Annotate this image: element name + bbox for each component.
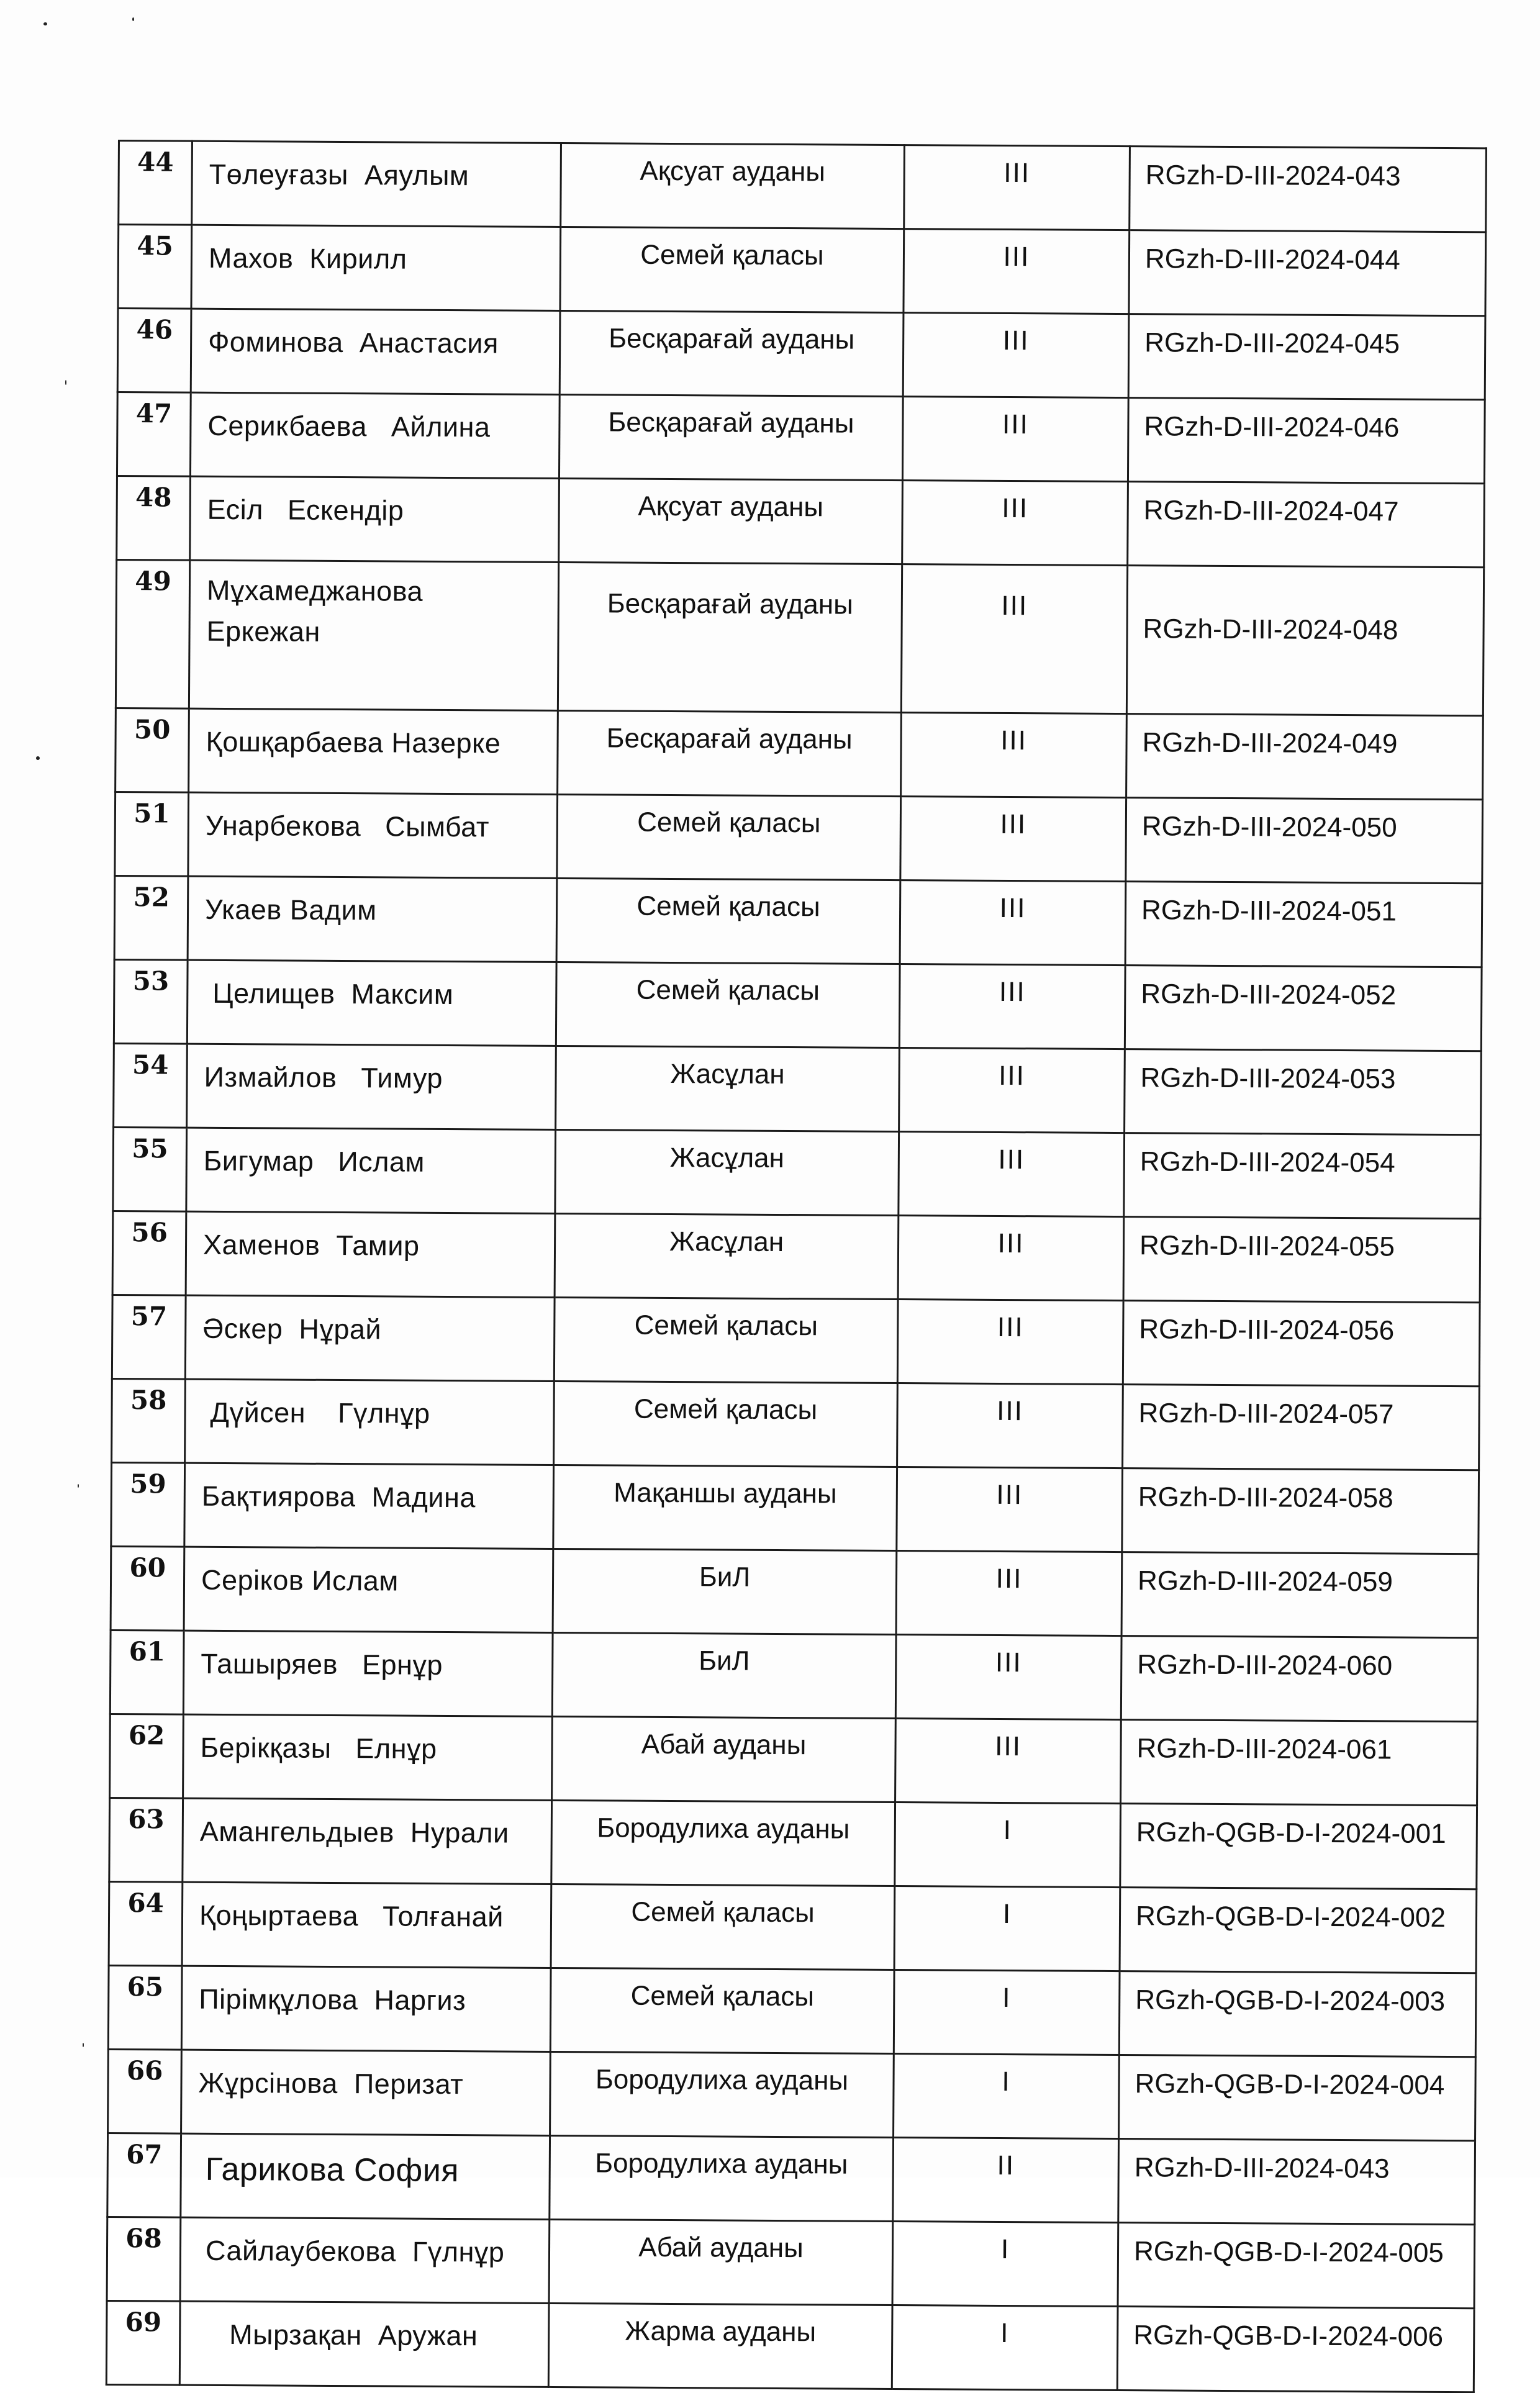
certificate-code: RGzh-D-III-2024-046 <box>1128 398 1485 484</box>
row-number: 68 <box>107 2217 181 2301</box>
participant-name: Әскер Нұрай <box>185 1295 555 1381</box>
certificate-code: RGzh-D-III-2024-056 <box>1123 1301 1480 1386</box>
table-row <box>106 2300 1474 2392</box>
certificate-code: RGzh-D-III-2024-043 <box>1130 147 1487 232</box>
degree: III <box>903 313 1129 398</box>
degree: III <box>899 964 1125 1049</box>
table-row <box>112 1295 1480 1386</box>
participant-name: Пірімқұлова Наргиз <box>181 1966 551 2051</box>
participant-name: Амангельдыев Нурали <box>183 1798 552 1884</box>
row-number: 61 <box>110 1630 184 1714</box>
degree: III <box>897 1383 1123 1468</box>
participant-name: Укаев Вадим <box>188 876 557 962</box>
degree: I <box>894 1970 1120 2055</box>
certificate-code: RGzh-D-III-2024-048 <box>1126 566 1483 716</box>
table-row <box>117 392 1485 484</box>
degree: III <box>898 1216 1124 1301</box>
participant-name: Хаменов Тамир <box>186 1211 555 1297</box>
row-number: 49 <box>116 559 189 708</box>
participant-name: Серіков Ислам <box>184 1547 553 1632</box>
row-number: 51 <box>115 792 189 876</box>
degree: III <box>895 1635 1121 1720</box>
degree: I <box>895 1803 1121 1888</box>
table-row <box>116 708 1483 799</box>
degree: III <box>902 397 1128 482</box>
participant-name: Бигумар Ислам <box>186 1128 556 1213</box>
certificate-code: RGzh-D-III-2024-052 <box>1125 966 1482 1051</box>
degree: III <box>901 564 1127 714</box>
degree: III <box>895 1719 1121 1804</box>
district: Семей қаласы <box>556 962 900 1047</box>
participant-name: Төлеуғазы Аяулым <box>192 141 561 227</box>
row-number: 46 <box>117 309 191 393</box>
certificate-code: RGzh-QGB-D-I-2024-001 <box>1120 1804 1477 1889</box>
table-row <box>111 1462 1479 1554</box>
table-row <box>110 1714 1478 1805</box>
certificate-code: RGzh-D-III-2024-053 <box>1125 1049 1482 1135</box>
certificate-code: RGzh-QGB-D-I-2024-002 <box>1120 1888 1477 1973</box>
district: Бесқарағай ауданы <box>559 310 904 396</box>
district: Бородулиха ауданы <box>550 2051 894 2137</box>
table-row <box>117 309 1485 400</box>
scan-speck <box>132 17 134 21</box>
participant-name: Махов Кирилл <box>191 225 561 310</box>
row-number: 60 <box>111 1546 184 1631</box>
scan-speck <box>65 380 66 385</box>
participant-name: Фоминова Анастасия <box>191 309 560 394</box>
degree: I <box>892 2222 1118 2307</box>
table-row <box>109 1798 1477 1889</box>
participant-name: Измайлов Тимур <box>187 1044 556 1129</box>
table-row <box>111 1546 1479 1637</box>
participant-name: Серикбаева Айлина <box>190 392 559 478</box>
table-row <box>115 792 1483 883</box>
degree: I <box>892 2305 1118 2391</box>
participant-name: Есіл Ескендір <box>190 476 559 562</box>
certificate-code: RGzh-D-III-2024-050 <box>1126 798 1483 884</box>
district: Бесқарағай ауданы <box>559 394 903 480</box>
district: Семей қаласы <box>554 1381 898 1467</box>
table-row <box>117 476 1485 567</box>
district: БиЛ <box>553 1549 897 1634</box>
table-row <box>113 1127 1481 1218</box>
degree: II <box>893 2138 1119 2223</box>
row-number: 59 <box>111 1462 185 1547</box>
participant-name: Унарбекова Сымбат <box>188 792 558 878</box>
row-number: 58 <box>112 1378 186 1463</box>
degree: III <box>904 145 1130 230</box>
row-number: 54 <box>114 1043 188 1128</box>
degree: III <box>900 880 1126 966</box>
participant-name: Мырзақан Аружан <box>179 2301 549 2387</box>
table-row <box>109 1881 1477 1973</box>
degree: III <box>897 1300 1123 1385</box>
district: Семей қаласы <box>550 1968 894 2053</box>
table-row <box>116 559 1483 715</box>
participant-name: Гарикова София <box>181 2133 550 2219</box>
district: Абай ауданы <box>549 2219 893 2305</box>
participant-name: Бақтиярова Мадина <box>184 1463 554 1549</box>
district: БиЛ <box>552 1632 896 1718</box>
degree: III <box>896 1551 1122 1636</box>
table-row <box>107 2217 1475 2308</box>
district: Семей қаласы <box>551 1884 895 1970</box>
participant-name: Берікқазы Елнұр <box>183 1714 553 1800</box>
row-number: 52 <box>114 875 188 960</box>
certificate-code: RGzh-D-III-2024-045 <box>1128 314 1485 400</box>
participant-name: Қошқарбаева Назерке <box>189 708 558 794</box>
certificate-code: RGzh-QGB-D-I-2024-004 <box>1119 2055 1476 2141</box>
table-row <box>119 141 1487 232</box>
district: Ақсуат ауданы <box>559 478 903 564</box>
row-number: 65 <box>108 1965 182 2050</box>
certificate-code: RGzh-D-III-2024-060 <box>1121 1636 1478 1722</box>
row-number: 45 <box>118 225 192 309</box>
row-number: 63 <box>109 1798 183 1882</box>
row-number: 55 <box>113 1127 187 1211</box>
table-row <box>112 1211 1480 1302</box>
table-row <box>110 1630 1478 1721</box>
participant-name: Целищев Максим <box>187 960 556 1046</box>
row-number: 69 <box>106 2300 180 2385</box>
row-number: 47 <box>117 392 191 477</box>
district: Бесқарағай ауданы <box>558 710 902 796</box>
certificate-code: RGzh-D-III-2024-058 <box>1122 1468 1479 1554</box>
row-number: 48 <box>117 476 191 560</box>
district: Бородулиха ауданы <box>550 2135 894 2221</box>
row-number: 56 <box>112 1211 186 1295</box>
table-row <box>112 1378 1480 1470</box>
district: Бесқарағай ауданы <box>558 562 902 712</box>
degree: I <box>894 2054 1120 2139</box>
district: Жасұлан <box>555 1213 899 1299</box>
row-number: 67 <box>107 2133 181 2217</box>
certificate-code: RGzh-D-III-2024-057 <box>1123 1385 1480 1470</box>
participants-table <box>106 140 1487 2393</box>
certificate-code: RGzh-D-III-2024-054 <box>1124 1133 1481 1219</box>
district: Семей қаласы <box>556 878 900 964</box>
participant-name: Жұрсінова Перизат <box>181 2050 551 2135</box>
degree: III <box>900 797 1126 882</box>
degree: III <box>897 1467 1123 1552</box>
table-row <box>114 959 1482 1051</box>
table-row <box>107 2133 1475 2224</box>
district: Семей қаласы <box>554 1297 898 1383</box>
table-row <box>108 2049 1476 2140</box>
certificate-code: RGzh-D-III-2024-061 <box>1121 1720 1478 1806</box>
row-number: 50 <box>116 708 189 792</box>
row-number: 57 <box>112 1295 186 1379</box>
table-row <box>114 1043 1482 1134</box>
degree: III <box>904 229 1130 314</box>
scan-speck <box>78 1484 79 1488</box>
degree: III <box>899 1132 1125 1217</box>
scan-speck <box>36 756 40 760</box>
district: Мақаншы ауданы <box>553 1465 897 1550</box>
certificate-code: RGzh-D-III-2024-059 <box>1121 1552 1479 1638</box>
certificate-code: RGzh-D-III-2024-049 <box>1126 714 1483 800</box>
row-number: 44 <box>119 141 192 225</box>
table-row <box>108 1965 1476 2056</box>
row-number: 64 <box>109 1881 183 1966</box>
district: Ақсуат ауданы <box>561 143 905 228</box>
certificate-code: RGzh-QGB-D-I-2024-005 <box>1118 2223 1475 2309</box>
row-number: 62 <box>110 1714 184 1798</box>
district: Семей қаласы <box>560 227 904 312</box>
district: Семей қаласы <box>557 794 901 880</box>
certificate-code: RGzh-QGB-D-I-2024-006 <box>1117 2307 1474 2392</box>
certificate-code: RGzh-D-III-2024-047 <box>1128 482 1485 568</box>
certificate-code: RGzh-D-III-2024-043 <box>1118 2139 1475 2225</box>
participant-name: Дүйсен Гүлнұр <box>185 1379 555 1465</box>
participant-name: Қоңыртаева Толғанай <box>182 1882 551 1968</box>
certificate-code: RGzh-D-III-2024-044 <box>1129 230 1486 316</box>
district: Абай ауданы <box>552 1716 896 1802</box>
scan-speck <box>43 22 47 25</box>
degree: III <box>899 1048 1125 1133</box>
participant-name: Ташыряев Ернұр <box>183 1631 553 1716</box>
district: Жарма ауданы <box>548 2303 892 2389</box>
district: Жасұлан <box>556 1046 900 1131</box>
participant-name: Сайлаубекова Гүлнұр <box>180 2217 550 2303</box>
district: Жасұлан <box>555 1129 899 1215</box>
participant-name: Мұхамеджанова Еркежан <box>189 560 558 710</box>
row-number: 53 <box>114 959 188 1044</box>
table-row <box>118 225 1486 316</box>
table-row <box>114 875 1482 967</box>
row-number: 66 <box>108 2049 182 2133</box>
district: Бородулиха ауданы <box>551 1800 895 1886</box>
degree: I <box>894 1886 1120 1971</box>
scan-speck <box>83 2043 84 2047</box>
certificate-code: RGzh-D-III-2024-051 <box>1125 882 1482 967</box>
certificate-code: RGzh-D-III-2024-055 <box>1123 1217 1480 1303</box>
certificate-code: RGzh-QGB-D-I-2024-003 <box>1119 1971 1476 2057</box>
degree: III <box>902 481 1128 566</box>
degree: III <box>901 713 1127 798</box>
